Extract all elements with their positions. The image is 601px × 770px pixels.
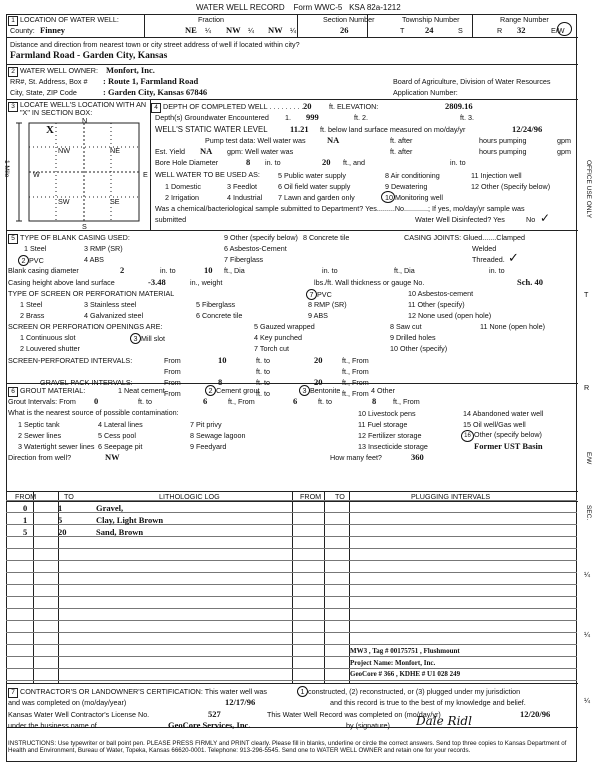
gp-from-label-2: From (164, 389, 181, 398)
height-label: Casing height above land surface (8, 278, 115, 287)
section-7-label: 7 CONTRACTOR'S OR LANDOWNER'S CERTIFICATION: This water well was (8, 687, 267, 698)
use-oilfield: 6 Oil field water supply (278, 182, 351, 191)
blank-dia-2: ft., Dia (394, 266, 415, 275)
lbs-label: lbs./ft. Wall thickness or gauge No. (314, 278, 425, 287)
casing-abs: 4 ABS (84, 255, 104, 264)
casing-steel: 1 Steel (24, 244, 47, 253)
gp-from-value: 8 (218, 377, 223, 387)
src-lateral: 4 Lateral lines (98, 420, 143, 429)
opening-drilled: 9 Drilled holes (390, 333, 436, 342)
sp-to-value: 20 (314, 355, 323, 365)
log-to-header: TO (64, 492, 74, 501)
log-rule (6, 512, 577, 513)
src-insecticide: 13 Insecticide storage (358, 442, 428, 451)
screen-steel: 1 Steel (20, 300, 43, 309)
section-value: 26 (340, 25, 349, 35)
plug-header: PLUGGING INTERVALS (411, 492, 491, 501)
ne-label: NE (110, 146, 120, 155)
static-rest: ft. below land surface measured on mo/day/yr (320, 125, 466, 134)
gp-from-label: From (164, 378, 181, 387)
license-label: Kansas Water Well Contractor's License No. (8, 710, 150, 719)
log-row-3-to: 20 (58, 527, 67, 537)
screen-pvc: 7 PVC (306, 289, 332, 300)
bore-in: in. to (265, 158, 281, 167)
opening-mill: 3 Mill slot (130, 333, 165, 344)
sp-from-value: 10 (218, 355, 227, 365)
section-5-label: 5 TYPE OF BLANK CASING USED: (8, 233, 130, 244)
joint-threaded: Threaded. (472, 255, 505, 264)
sp-ft-to-2: ft. to (256, 367, 270, 376)
screen-concrete: 6 Concrete tile (196, 311, 243, 320)
src-fertilizer: 12 Fertilizer storage (358, 431, 422, 440)
pump-after: ft. after (390, 136, 413, 145)
pump-value: NA (327, 135, 340, 145)
yield-value: NA (200, 146, 213, 156)
log-rule (6, 500, 577, 501)
log-row-1-to: 1 (58, 503, 63, 513)
elevation-value: 2809.16 (445, 101, 473, 111)
sp-from-label-2: From (164, 367, 181, 376)
casing-joints: CASING JOINTS: Glued.......Clamped (404, 233, 526, 242)
opening-wire: 4 Key punched (254, 333, 302, 342)
src-seepage: 6 Seepage pit (98, 442, 143, 451)
src-sewer: 2 Sewer lines (18, 431, 62, 440)
litho-header: LITHOLOGIC LOG (159, 492, 220, 501)
section-number-label: Section Number (323, 15, 375, 24)
chem-question: Was a chemical/bacteriological sample submitted to Department? Yes.........No............; If yes, mo/day/yr sample was (155, 204, 525, 213)
log-rule (6, 644, 577, 645)
blank-value: 2 (120, 265, 125, 275)
opening-torch: 7 Torch cut (254, 344, 290, 353)
sp-ft-from: ft., From (342, 356, 369, 365)
quarter-2: ¼ (248, 26, 254, 35)
sp-ft-from-2: ft., From (342, 367, 369, 376)
business-value: GeoCore Services, Inc. (168, 720, 251, 730)
direction-label: Direction from well? (8, 453, 72, 462)
blank-dia: ft., Dia (224, 266, 245, 275)
gauge-value: Sch. 40 (517, 277, 543, 287)
log-row-2-from: 1 (23, 515, 28, 525)
s-label: S (458, 26, 463, 35)
csz-value: : Garden City, Kansas 67846 (103, 87, 208, 97)
signature-label: by (signature) (346, 721, 390, 730)
depth-value: 20 (303, 101, 312, 111)
gw1-num: 1. (285, 113, 291, 122)
township-label: Township Number (402, 15, 460, 24)
casing-wrought: 9 Other (specify below) (224, 233, 298, 242)
use-public: 5 Public water supply (278, 171, 346, 180)
src-other: 16 Other (specify below) (461, 430, 542, 442)
gw2-label: ft. 2. (354, 113, 368, 122)
log-rule (6, 548, 577, 549)
use-feedlot: 3 Feedlot (227, 182, 257, 191)
screen-label: TYPE OF SCREEN OR PERFORATION MATERIAL (8, 289, 175, 298)
disinfected-no: No (526, 215, 536, 224)
grout-2-from: 6 (293, 396, 298, 406)
office-use-only: OFFICE USE ONLY (585, 160, 592, 219)
log-rule (6, 560, 577, 561)
screen-abs: 9 ABS (308, 311, 328, 320)
circle-w (557, 22, 572, 36)
src-abandoned: 14 Abandoned water well (463, 409, 544, 418)
business-label: under the business name of (8, 721, 97, 730)
mile-label: 1 Mile (3, 160, 10, 178)
grout-interval-label: Grout Intervals: From (8, 397, 76, 406)
circle-monitoring (381, 191, 395, 203)
yield-after: ft. after (390, 147, 413, 156)
blank-in-to: in. to (160, 266, 176, 275)
direction-value: NW (105, 452, 120, 462)
side-r: R (584, 383, 590, 392)
src-feedyard: 9 Feedyard (190, 442, 227, 451)
distance-value: Farmland Road - Garden City, Kansas (10, 51, 168, 61)
gw3-label: ft. 3. (460, 113, 474, 122)
depth-row: 4 DEPTH OF COMPLETED WELL . . . . . . . . . (151, 102, 303, 113)
section-1-label: 1 LOCATION OF WATER WELL: (8, 15, 119, 26)
screen-rmp: 8 RMP (SR) (308, 300, 347, 309)
fraction-3: NW (268, 25, 283, 35)
bore-and: ft., and (343, 158, 365, 167)
county-value: Finney (40, 25, 66, 35)
section-6-label: 6 GROUT MATERIAL: (8, 386, 85, 397)
cert-constructed: 1 constructed, (2) reconstructed, or (3) plugged under my jurisdiction (297, 686, 520, 697)
rr-label: RR#, St. Address, Box # (10, 77, 88, 86)
log-rule (6, 668, 577, 669)
gp-ft-to-2: ft. to (256, 389, 270, 398)
src-livestock: 10 Livestock pens (358, 409, 416, 418)
screen-stainless: 3 Stainless steel (84, 300, 137, 309)
log-row-3-desc: Sand, Brown (96, 527, 144, 537)
log-rule (6, 536, 577, 537)
record-date-value: 12/20/96 (520, 709, 551, 719)
log-row-3-from: 5 (23, 527, 28, 537)
src-former-ust: Former UST Basin (474, 441, 543, 451)
yield-gpm: gpm (557, 147, 571, 156)
signature: Dale Ridl (416, 714, 472, 728)
grout-cement: 2 Cement grout (205, 385, 260, 396)
src-septic: 1 Septic tank (18, 420, 60, 429)
record-date-label: This Water Well Record was completed on (mo/day/yr) (267, 710, 441, 719)
opening-none: 11 None (open hole) (480, 322, 545, 331)
distance-label: Distance and direction from nearest town or city street address of well if located within city? (10, 40, 300, 49)
src-pit: 7 Pit privy (190, 420, 222, 429)
section-2-label: 2 WATER WELL OWNER: (8, 66, 98, 77)
blank-in-to-2: in. to (322, 266, 338, 275)
joint-welded: Welded (472, 244, 497, 253)
rr-value: : Route 1, Farmland Road (103, 76, 199, 86)
screen-other: 11 Other (specify) (408, 300, 465, 309)
screen-fiberglass: 5 Fiberglass (196, 300, 236, 309)
log-rule (6, 524, 577, 525)
quarter-1: ¼ (205, 26, 211, 35)
grout-1-to: 6 (203, 396, 208, 406)
completed-value: 12/17/96 (225, 697, 256, 707)
use-industrial: 4 Industrial (227, 193, 263, 202)
gp-to-value: 20 (314, 377, 323, 387)
casing-pvc: 2 PVC (18, 255, 44, 266)
county-label: County: (10, 26, 35, 35)
section-3-label: 3 LOCATE WELL'S LOCATION WITH AN "X" IN SECTION BOX: (8, 101, 148, 117)
north-label: N (82, 116, 88, 125)
log-row-2-to: 5 (58, 515, 63, 525)
log-note-geocore: GeoCore # 366 , KDHE # U1 028 249 (350, 670, 461, 678)
grout-bentonite: 3 Bentonite (299, 385, 340, 396)
township-value: 24 (425, 25, 434, 35)
south-label: S (82, 222, 87, 231)
side-t: T (584, 290, 589, 299)
casing-asbestos: 6 Asbestos-Cement (224, 244, 287, 253)
csz-label: City, State, ZIP Code (10, 88, 77, 97)
record-statement: and this record is true to the best of my knowledge and belief. (330, 698, 526, 707)
feet-label: How many feet? (330, 453, 382, 462)
src-watertight: 3 Watertight sewer lines (18, 442, 95, 451)
sp-from-label: From (164, 356, 181, 365)
log-rule (6, 680, 577, 681)
fraction-2: NW (226, 25, 241, 35)
grout-1-ft-from: ft., From (228, 397, 255, 406)
screen-none: 12 None used (open hole) (408, 311, 492, 320)
nw-label: NW (58, 146, 70, 155)
plug-to-header: TO (335, 492, 345, 501)
src-oilwell: 15 Oil well/Gas well (463, 420, 526, 429)
use-other: 12 Other (Specify below) (471, 182, 551, 191)
grout-neat: 1 Neat cement (118, 386, 165, 395)
gw1-value: 999 (306, 112, 319, 122)
log-row-2-desc: Clay, Light Brown (96, 515, 164, 525)
yield-hours: hours pumping (479, 147, 527, 156)
bore-value: 8 (246, 157, 251, 167)
form-title: WATER WELL RECORD Form WWC-5 KSA 82a-1212 (196, 3, 401, 12)
elev-label: ft. ELEVATION: (329, 102, 379, 111)
screen-brass: 2 Brass (20, 311, 45, 320)
opening-saw: 8 Saw cut (390, 322, 422, 331)
use-domestic: 1 Domestic (165, 182, 201, 191)
log-row-1-desc: Gravel, (96, 503, 124, 513)
height-rest: in., weight (190, 278, 223, 287)
use-air: 8 Air conditioning (385, 171, 440, 180)
bore-label: Bore Hole Diameter (155, 158, 219, 167)
use-dewatering: 9 Dewatering (385, 182, 428, 191)
location-x-mark: X (46, 124, 54, 136)
openings-label: SCREEN OR PERFORATION OPENINGS ARE: (8, 322, 163, 331)
fraction-label: Fraction (198, 15, 224, 24)
disinfected-label: Water Well Disinfected? Yes (415, 215, 505, 224)
log-rule (6, 608, 577, 609)
log-rule (6, 596, 577, 597)
pump-hours: hours pumping (479, 136, 527, 145)
gp-ft-from: ft., From (342, 378, 369, 387)
grout-1-from: 0 (94, 396, 99, 406)
ew-label: E/W (551, 26, 565, 35)
owner-value: Monfort, Inc. (106, 65, 155, 75)
yield-rest: gpm: Well water was (227, 147, 294, 156)
log-from-header: FROM (15, 492, 37, 501)
sp-ft-to: ft. to (256, 356, 270, 365)
board-label: Board of Agriculture, Division of Water Resources (393, 77, 551, 86)
t-label: T (400, 26, 405, 35)
completed-label: and was completed on (mo/day/year) (8, 698, 127, 707)
screen-galvanized: 4 Galvanized steel (84, 311, 144, 320)
appnum-label: Application Number: (393, 88, 458, 97)
gp-ft-from-2: ft., From (342, 389, 369, 398)
side-sec: SEC. (585, 505, 592, 521)
range-value: 32 (517, 25, 526, 35)
submitted-label: submitted (155, 215, 187, 224)
log-note-tag: MW3 , Tag # 00175751 , Flushmount (350, 647, 460, 655)
opening-continuous: 1 Continuous slot (20, 333, 76, 342)
src-cess: 5 Cess pool (98, 431, 136, 440)
east-label: E (143, 170, 148, 179)
quarter-3: ¼ (290, 26, 296, 35)
use-injection: 11 Injection well (471, 171, 522, 180)
opening-other: 10 Other (specify) (390, 344, 448, 353)
log-rule (6, 656, 577, 657)
log-rule (6, 632, 577, 633)
threaded-check: ✓ (508, 250, 519, 265)
fraction-1: NE (185, 25, 197, 35)
side-ew: E/W (585, 452, 592, 465)
plug-from-header: FROM (300, 492, 322, 501)
opening-gauzed: 5 Gauzed wrapped (254, 322, 315, 331)
yield-label: Est. Yield (155, 147, 185, 156)
casing-concrete: 8 Concrete tile (303, 233, 350, 242)
license-value: 527 (208, 709, 221, 719)
disinfected-check: ✓ (540, 211, 551, 225)
log-rule (6, 620, 577, 621)
grout-2-to: 8 (372, 396, 377, 406)
west-label: W (33, 170, 40, 179)
grout-1-ft-to: ft. to (138, 397, 152, 406)
bore-to: 20 (322, 157, 331, 167)
height-value: -3.48 (148, 277, 166, 287)
se-label: SE (110, 197, 120, 206)
feet-value: 360 (411, 452, 424, 462)
gw-label: Depth(s) Groundwater Encountered (155, 113, 269, 122)
pump-label: Pump test data: Well water was (205, 136, 306, 145)
grout-2-ft-to: ft. to (318, 397, 332, 406)
source-label: What is the nearest source of possible contamination: (8, 408, 179, 417)
blank-to-value: 10 (204, 265, 213, 275)
use-monitoring: 10 Monitoring well (385, 193, 443, 202)
screen-asbestos: 10 Asbestos-cement (408, 289, 474, 298)
grout-other: 4 Other (371, 386, 395, 395)
gp-ft-to: ft. to (256, 378, 270, 387)
gravel-interval-label: GRAVEL PACK INTERVALS: (40, 378, 133, 387)
blank-in-to-3: in. to (489, 266, 505, 275)
bore-in2: in. to (450, 158, 466, 167)
log-rule (6, 584, 577, 585)
static-date: 12/24/96 (512, 124, 543, 134)
pump-gpm: gpm (557, 136, 571, 145)
opening-louvered: 2 Louvered shutter (20, 344, 80, 353)
src-fuel: 11 Fuel storage (358, 420, 408, 429)
instructions: INSTRUCTIONS: Use typewriter or ball point pen. PLEASE PRESS FIRMLY and PRINT clearly. Please fill in blanks, underline or circle the correct answers. Send top three copies to Kansas Department of Health and Environment, Bureau of Water, Topeka, Kansas 66620-0001. Telephone: 913-296-5545. Send one to WATER WELL OWNER and retain one for your records. (8, 740, 567, 754)
log-row-1-from: 0 (23, 503, 28, 513)
screen-interval-label: SCREEN-PERFORATED INTERVALS: (8, 356, 133, 365)
sw-label: SW (58, 197, 70, 206)
casing-rmp: 3 RMP (SR) (84, 244, 123, 253)
use-irrigation: 2 Irrigation (165, 193, 199, 202)
static-value: 11.21 (290, 124, 309, 134)
side-q2: ¼ (584, 630, 590, 639)
static-label: WELL'S STATIC WATER LEVEL (155, 125, 268, 134)
side-q3: ¼ (584, 696, 590, 705)
side-q1: ¼ (584, 570, 590, 579)
range-label: Range Number (500, 15, 549, 24)
blank-label: Blank casing diameter (8, 266, 79, 275)
grout-2-ft-from: ft., From (393, 397, 420, 406)
r-label: R (497, 26, 503, 35)
src-lagoon: 8 Sewage lagoon (190, 431, 246, 440)
use-lawn: 7 Lawn and garden only (278, 193, 355, 202)
use-label: WELL WATER TO BE USED AS: (155, 170, 260, 179)
log-rule (6, 572, 577, 573)
casing-fiberglass: 7 Fiberglass (224, 255, 264, 264)
log-note-project: Project Name: Monfort, Inc. (350, 659, 436, 667)
